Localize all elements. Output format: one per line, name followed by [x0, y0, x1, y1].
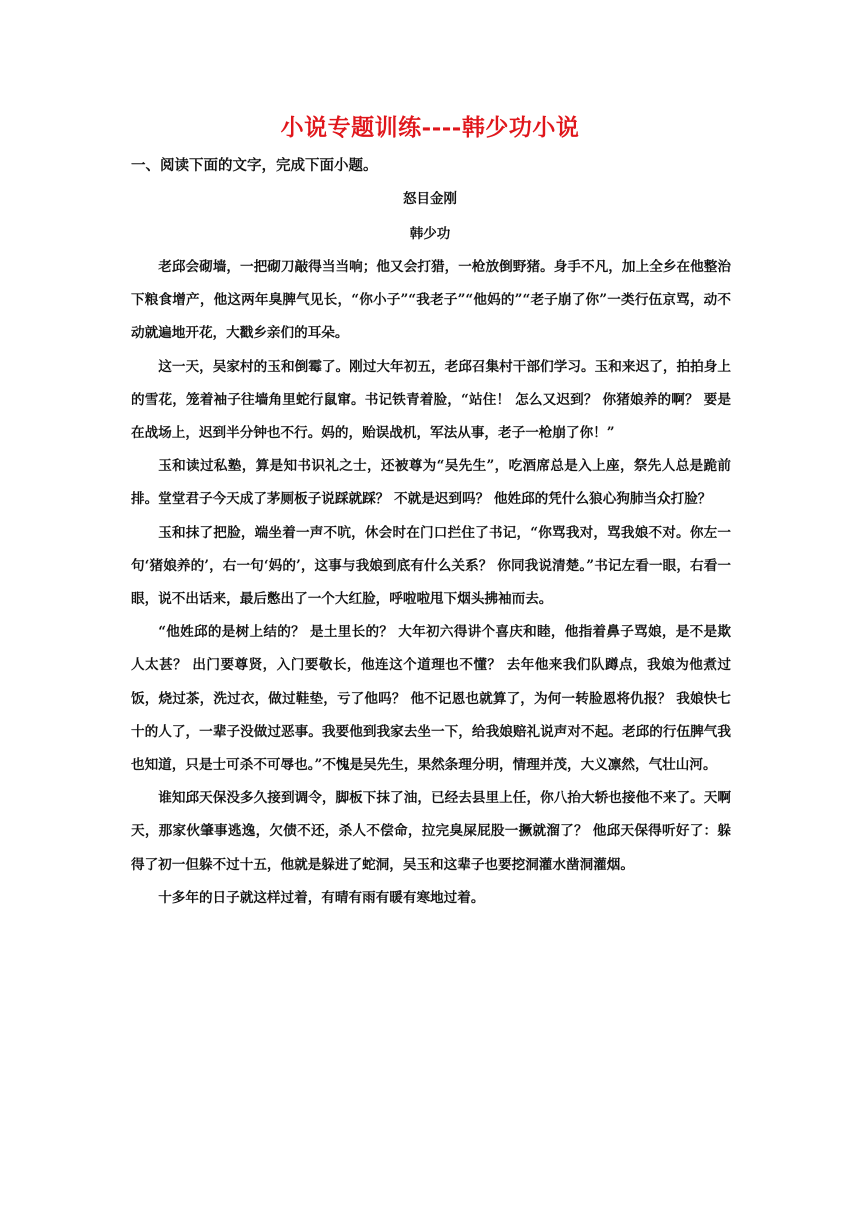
paragraph: 玉和抹了把脸，端坐着一声不吭，休会时在门口拦住了书记，“你骂我对，骂我娘不对。你左一句‘猪娘养的’，右一句‘妈的’，这事与我娘到底有什么关系？ 你同我说清楚。”书记左看一眼，右看一眼，说不出话来，最后憋出了一个大红脸，呼啦啦甩下烟头拂袖而去。 — [131, 524, 731, 608]
paragraph: 这一天，吴家村的玉和倒霉了。刚过大年初五，老邱召集村干部们学习。玉和来迟了，拍拍身上的雪花，笼着袖子往墙角里蛇行鼠窜。书记铁青着脸，“站住！ 怎么又迟到？ 你猪娘养的啊？ 要是在战场上，迟到半分钟也不行。妈的，贻误战机，军法从事，老子一枪崩了你！” — [131, 358, 731, 442]
paragraph: 老邱会砌墙，一把砌刀敲得当当响；他又会打猎，一枪放倒野猪。身手不凡，加上全乡在他整治下粮食增产，他这两年臭脾气见长，“你小子”“我老子”“他妈的”“老子崩了你”一类行伍京骂，动不动就遍地开花，大戳乡亲们的耳朵。 — [131, 259, 731, 342]
story-body — [131, 251, 731, 915]
document-title: 小说专题训练----韩少功小说 — [280, 114, 580, 141]
question-heading: 一、阅读下面的文字，完成下面小题。 — [131, 157, 378, 174]
paragraph: 十多年的日子就这样过着，有晴有雨有暖有寒地过着。 — [158, 889, 485, 906]
story-author: 韩少功 — [409, 226, 451, 242]
story-title: 怒目金刚 — [403, 191, 457, 207]
paragraph: 玉和读过私塾，算是知书识礼之士，还被尊为“吴先生”，吃酒席总是入上座，祭先人总是跪前排。堂堂君子今天成了茅厕板子说踩就踩？ 不就是迟到吗？ 他姓邱的凭什么狼心狗肺当众打脸？ — [131, 458, 731, 508]
paragraph: “他姓邱的是树上结的？ 是土里长的？ 大年初六得讲个喜庆和睦，他指着鼻子骂娘，是不是欺人太甚？ 出门要尊贤，入门要敬长，他连这个道理也不懂？ 去年他来我们队蹲点，我娘为他煮过饭，烧过茶，洗过衣，做过鞋垫，亏了他吗？ 他不记恩也就算了，为何一转脸恩将仇报？ 我娘快七十的人了，一辈子没做过恶事。我要他到我家去坐一下，给我娘赔礼说声对不起。老邱的行伍脾气我也知道，只是士可杀不可辱也。”不愧是吴先生，果然条理分明，情理并茂，大义凛然，气壮山河。 — [131, 624, 731, 774]
paragraph: 谁知邱天保没多久接到调令，脚板下抹了油，已经去县里上任，你八抬大轿也接他不来了。天啊天，那家伙肇事逃逸，欠债不还，杀人不偿命，拉完臭屎屁股一撅就溜了？ 他邱天保得听好了：躲得了初一但躲不过十五，他就是躲进了蛇洞，吴玉和这辈子也要挖洞灌水凿洞灌烟。 — [131, 790, 731, 873]
